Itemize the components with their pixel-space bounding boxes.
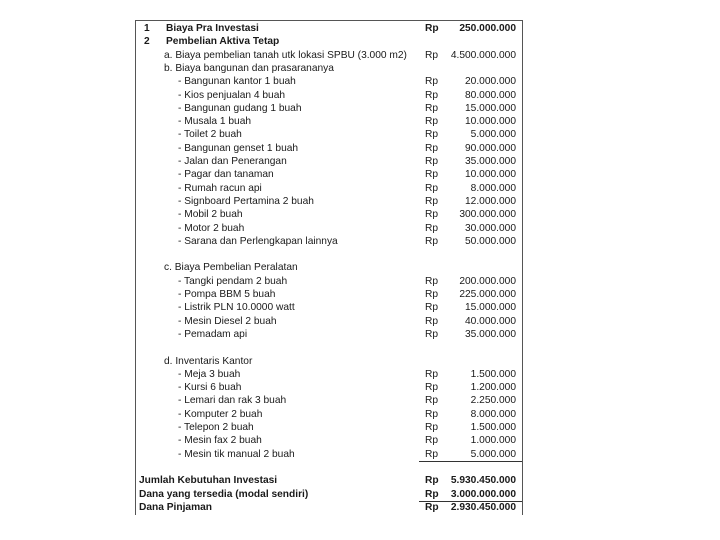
- currency-label: Rp: [425, 475, 439, 487]
- currency-label: Rp: [425, 102, 439, 114]
- table-row: [136, 128, 522, 141]
- row-amount: 300.000.000: [459, 209, 516, 221]
- table-row: [136, 49, 522, 62]
- row-amount: 3.000.000.000: [450, 488, 516, 500]
- table-row: [136, 355, 522, 368]
- currency-label: Rp: [425, 501, 439, 513]
- row-label: c. Biaya Pembelian Peralatan: [164, 262, 298, 274]
- table-row: [136, 75, 522, 88]
- row-label: - Pompa BBM 5 buah: [178, 289, 276, 300]
- row-amount: 35.000.000: [465, 156, 516, 167]
- row-amount: 4.500.000.000: [450, 49, 516, 61]
- row-label: Pembelian Aktiva Tetap: [166, 36, 280, 48]
- table-row: [136, 448, 522, 461]
- currency-label: Rp: [425, 89, 439, 101]
- row-label: - Mesin fax 2 buah: [178, 435, 262, 447]
- row-label: - Kursi 6 buah: [178, 382, 242, 394]
- table-row: [136, 288, 522, 301]
- row-label: Jumlah Kebutuhan Investasi: [139, 475, 278, 487]
- row-label: a. Biaya pembelian tanah utk lokasi SPBU (3.000 m2): [164, 49, 407, 61]
- table-row: [136, 168, 522, 181]
- row-label: - Meja 3 buah: [178, 368, 241, 380]
- row-label: - Lemari dan rak 3 buah: [178, 395, 287, 407]
- row-amount: 250.000.000: [459, 23, 516, 34]
- currency-label: Rp: [425, 289, 439, 300]
- table-row: [136, 182, 522, 195]
- row-label: - Signboard Pertamina 2 buah: [178, 195, 314, 207]
- table-row: [136, 102, 522, 115]
- row-label: Dana yang tersedia (modal sendiri): [139, 488, 309, 500]
- row-label: - Mobil 2 buah: [178, 209, 243, 221]
- currency-label: Rp: [425, 422, 439, 433]
- row-label: - Rumah racun api: [178, 182, 262, 194]
- currency-label: Rp: [425, 23, 439, 34]
- table-row: [136, 394, 522, 407]
- row-label: d. Inventaris Kantor: [164, 355, 253, 367]
- row-label: b. Biaya bangunan dan prasarananya: [164, 62, 334, 74]
- row-amount: 50.000.000: [465, 235, 516, 247]
- row-label: - Bangunan gudang 1 buah: [178, 102, 302, 114]
- row-label: - Sarana dan Perlengkapan lainnya: [178, 235, 338, 247]
- row-amount: 8.000.000: [470, 182, 516, 194]
- row-label: - Mesin Diesel 2 buah: [178, 315, 277, 327]
- currency-label: Rp: [425, 156, 439, 167]
- row-label: - Listrik PLN 10.0000 watt: [178, 302, 295, 314]
- currency-label: Rp: [425, 395, 439, 407]
- table-row: [136, 208, 522, 221]
- blank-row: [136, 248, 522, 261]
- currency-label: Rp: [425, 222, 439, 234]
- table-row: [136, 22, 522, 35]
- row-amount: 30.000.000: [465, 222, 516, 234]
- row-label: - Bangunan genset 1 buah: [178, 142, 299, 154]
- row-amount: 20.000.000: [465, 76, 516, 88]
- currency-label: Rp: [425, 76, 439, 88]
- table-row: [136, 381, 522, 394]
- table-row: [136, 368, 522, 381]
- table-row: [136, 235, 522, 248]
- currency-label: Rp: [425, 235, 439, 247]
- row-amount: 1.500.000: [470, 422, 516, 433]
- investment-table: [135, 20, 523, 515]
- row-number: 2: [144, 36, 150, 48]
- table-row: [136, 421, 522, 434]
- row-label: Biaya Pra Investasi: [166, 23, 259, 34]
- row-amount: 200.000.000: [459, 275, 516, 287]
- currency-label: Rp: [425, 142, 439, 154]
- table-row: [136, 115, 522, 128]
- row-label: - Jalan dan Penerangan: [178, 156, 287, 167]
- table-row: [136, 89, 522, 102]
- table-row: [136, 328, 522, 341]
- row-amount: 5.930.450.000: [450, 475, 516, 487]
- row-amount: 35.000.000: [465, 328, 516, 340]
- row-label: - Toilet 2 buah: [178, 129, 242, 141]
- row-amount: 40.000.000: [465, 315, 516, 327]
- row-label: - Motor 2 buah: [178, 222, 245, 234]
- row-amount: 5.000.000: [470, 129, 516, 141]
- currency-label: Rp: [425, 49, 439, 61]
- row-amount: 12.000.000: [465, 195, 516, 207]
- table-row: [136, 315, 522, 328]
- currency-label: Rp: [425, 129, 439, 141]
- row-label: Dana Pinjaman: [139, 501, 213, 513]
- row-label: - Kios penjualan 4 buah: [178, 89, 286, 101]
- row-amount: 10.000.000: [465, 116, 516, 128]
- currency-label: Rp: [425, 408, 439, 420]
- table-row: [136, 408, 522, 421]
- row-amount: 90.000.000: [465, 142, 516, 154]
- currency-label: Rp: [425, 275, 439, 287]
- row-amount: 80.000.000: [465, 89, 516, 101]
- row-amount: 225.000.000: [459, 289, 516, 300]
- row-amount: 15.000.000: [465, 302, 516, 314]
- currency-label: Rp: [425, 302, 439, 314]
- row-amount: 1.000.000: [470, 435, 516, 447]
- currency-label: Rp: [425, 435, 439, 447]
- table-row: [136, 501, 522, 514]
- currency-label: Rp: [425, 209, 439, 221]
- currency-label: Rp: [425, 328, 439, 340]
- table-row: [136, 195, 522, 208]
- row-label: - Mesin tik manual 2 buah: [178, 448, 295, 460]
- row-label: - Pemadam api: [178, 328, 248, 340]
- row-amount: 8.000.000: [470, 408, 516, 420]
- table-row: [136, 35, 522, 48]
- currency-label: Rp: [425, 368, 439, 380]
- blank-row: [136, 461, 522, 474]
- currency-label: Rp: [425, 116, 439, 128]
- table-row: [136, 301, 522, 314]
- row-label: - Komputer 2 buah: [178, 408, 263, 420]
- row-amount: 10.000.000: [465, 169, 516, 181]
- row-label: - Musala 1 buah: [178, 116, 252, 128]
- currency-label: Rp: [425, 382, 439, 394]
- table-row: [136, 434, 522, 447]
- row-amount: 1.200.000: [470, 382, 516, 394]
- table-row: [136, 222, 522, 235]
- row-label: - Pagar dan tanaman: [178, 169, 274, 181]
- row-amount: 5.000.000: [470, 448, 516, 460]
- table-row: [136, 155, 522, 168]
- row-amount: 1.500.000: [470, 368, 516, 380]
- currency-label: Rp: [425, 488, 439, 500]
- currency-label: Rp: [425, 169, 439, 181]
- currency-label: Rp: [425, 315, 439, 327]
- row-amount: 2.250.000: [470, 395, 516, 407]
- blank-row: [136, 341, 522, 354]
- table-row: [136, 142, 522, 155]
- currency-label: Rp: [425, 448, 439, 460]
- row-amount: 2.930.450.000: [450, 501, 516, 513]
- row-number: 1: [144, 23, 150, 34]
- currency-label: Rp: [425, 195, 439, 207]
- row-label: - Tangki pendam 2 buah: [178, 275, 288, 287]
- row-amount: 15.000.000: [465, 102, 516, 114]
- table-row: [136, 261, 522, 274]
- table-row: [136, 488, 522, 501]
- table-row: [136, 275, 522, 288]
- table-row: [136, 62, 522, 75]
- row-label: - Telepon 2 buah: [178, 422, 254, 433]
- row-label: - Bangunan kantor 1 buah: [178, 76, 296, 88]
- table-row: [136, 474, 522, 487]
- currency-label: Rp: [425, 182, 439, 194]
